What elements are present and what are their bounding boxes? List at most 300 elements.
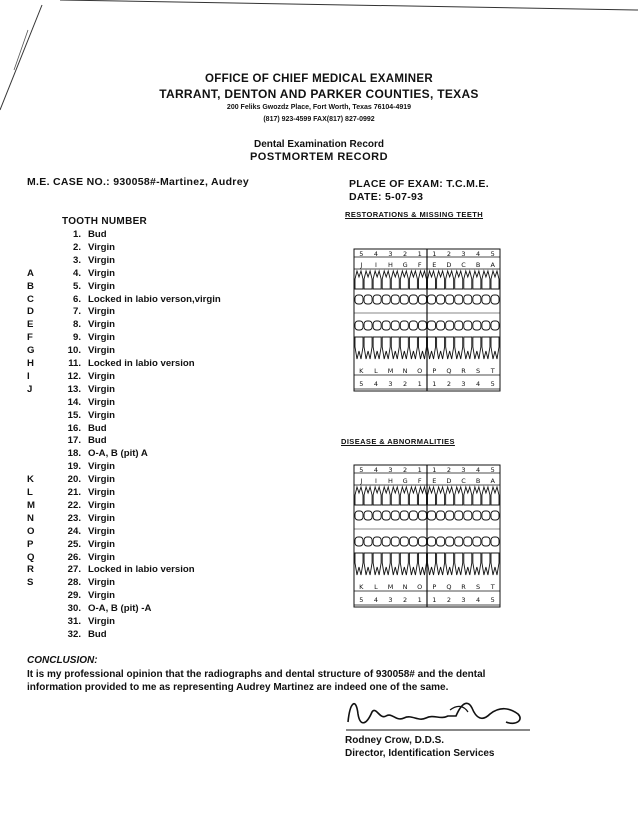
disease-upper-letter: J (360, 477, 363, 485)
disease-lower-tooth (437, 553, 445, 575)
restorations-lower-occlusal (455, 321, 463, 330)
tooth-number: 24. (67, 525, 81, 537)
disease-lower-tooth (391, 553, 399, 575)
tooth-letter: E (27, 319, 34, 331)
tooth-condition: Virgin (88, 551, 116, 563)
disease-lower-occlusal (428, 537, 436, 546)
restorations-lower-occlusal (364, 321, 372, 330)
disease-lower-occlusal (418, 537, 426, 546)
tooth-number: 4. (72, 267, 81, 279)
tooth-number: 14. (67, 396, 81, 408)
disease-lower-occlusal (482, 537, 490, 546)
restorations-upper-number: 5 (490, 250, 495, 258)
tooth-condition: Virgin (88, 254, 116, 266)
tooth-condition: Virgin (88, 280, 116, 292)
disease-upper-letter: F (417, 477, 422, 485)
tooth-condition: O-A, B (pit) A (88, 448, 148, 460)
restorations-label: RESTORATIONS & MISSING TEETH (345, 210, 484, 219)
tooth-number: 32. (67, 628, 81, 640)
tooth-condition: Bud (88, 628, 107, 640)
restorations-lower-tooth (437, 337, 445, 359)
restorations-lower-letter: O (417, 367, 423, 375)
disease-lower-tooth (418, 553, 426, 575)
restorations-upper-tooth (482, 271, 490, 289)
tooth-condition: Virgin (88, 409, 116, 421)
restorations-upper-letter: G (402, 261, 408, 269)
disease-upper-occlusal (464, 511, 472, 520)
disease-upper-tooth (464, 487, 472, 505)
tooth-letter: Q (27, 551, 35, 563)
disease-upper-letter: E (432, 477, 437, 485)
disease-lower-tooth (409, 553, 417, 575)
restorations-upper-occlusal (400, 295, 408, 304)
tooth-number-heading: TOOTH NUMBER (62, 216, 148, 227)
restorations-lower-occlusal (437, 321, 445, 330)
tooth-number: 11. (68, 358, 81, 369)
disease-lower-number: 3 (461, 596, 466, 604)
restorations-upper-tooth (473, 271, 481, 289)
disease-lower-occlusal (409, 537, 417, 546)
restorations-lower-tooth (473, 337, 481, 359)
restorations-upper-occlusal (482, 295, 490, 304)
restorations-upper-tooth (373, 271, 381, 289)
restorations-upper-number: 2 (403, 250, 408, 258)
restorations-upper-occlusal (473, 295, 481, 304)
restorations-lower-number: 4 (373, 380, 378, 388)
disease-upper-tooth (455, 487, 463, 505)
disease-upper-tooth (355, 487, 363, 505)
disease-upper-tooth (364, 487, 372, 505)
tooth-letter: D (27, 306, 34, 318)
restorations-upper-tooth (446, 271, 454, 289)
tooth-number: 18. (67, 448, 81, 460)
restorations-lower-number: 3 (461, 380, 466, 388)
disease-upper-occlusal (428, 511, 436, 520)
restorations-upper-number: 1 (432, 250, 437, 258)
office-address: 200 Feliks Gwozdz Place, Fort Worth, Texas 76104-4919 (226, 104, 412, 111)
disease-upper-letter: A (490, 477, 495, 485)
restorations-lower-occlusal (400, 321, 408, 330)
tooth-letter: O (27, 525, 35, 537)
disease-lower-letter: T (490, 583, 495, 591)
disease-upper-occlusal (473, 511, 481, 520)
restorations-upper-tooth (491, 271, 499, 289)
exam-date (349, 191, 423, 203)
tooth-letter: M (27, 499, 35, 511)
restorations-upper-occlusal (391, 295, 399, 304)
tooth-condition: Locked in labio verson,virgin (88, 293, 221, 305)
disease-upper-occlusal (391, 511, 399, 520)
disease-upper-occlusal (364, 511, 372, 520)
tooth-number: 23. (67, 512, 81, 524)
disease-upper-tooth (409, 487, 417, 505)
disease-upper-occlusal (482, 511, 490, 520)
disease-lower-number: 2 (446, 596, 451, 604)
restorations-lower-tooth (418, 337, 426, 359)
office-title: OFFICE OF CHIEF MEDICAL EXAMINER (205, 73, 433, 85)
restorations-upper-letter: C (461, 261, 466, 269)
restorations-lower-tooth (455, 337, 463, 359)
disease-lower-occlusal (446, 537, 454, 546)
restorations-lower-letter: M (387, 367, 394, 375)
restorations-lower-number: 5 (490, 380, 495, 388)
disease-upper-number: 5 (359, 466, 364, 474)
restorations-lower-number: 4 (476, 380, 481, 388)
restorations-lower-tooth (446, 337, 454, 359)
disease-lower-occlusal (382, 537, 390, 546)
restorations-lower-occlusal (428, 321, 436, 330)
tooth-condition: Virgin (88, 616, 116, 627)
restorations-lower-letter: S (476, 367, 481, 375)
tooth-letter: B (27, 280, 34, 292)
disease-lower-occlusal (455, 537, 463, 546)
tooth-condition: Locked in labio version (88, 358, 195, 369)
disease-lower-number: 4 (476, 596, 481, 604)
disease-label: DISEASE & ABNORMALITIES (341, 437, 455, 446)
tooth-number: 20. (67, 474, 81, 486)
restorations-lower-occlusal (391, 321, 399, 330)
restorations-upper-number: 4 (476, 250, 481, 258)
disease-upper-number: 2 (446, 466, 451, 474)
tooth-condition: Bud (88, 435, 107, 447)
disease-upper-tooth (373, 487, 381, 505)
conclusion-line-1: It is my professional opinion that the radiographs and dental structure of 930058# and the dental (27, 669, 486, 680)
tooth-condition: Virgin (88, 241, 116, 253)
tooth-number: 2. (72, 241, 81, 253)
restorations-lower-tooth (428, 337, 436, 359)
restorations-upper-letter: B (475, 261, 481, 269)
tooth-letter: I (27, 370, 30, 382)
disease-lower-number: 2 (403, 596, 408, 604)
place-of-exam (349, 178, 489, 190)
tooth-condition: Virgin (88, 461, 116, 473)
tooth-number: 1. (72, 229, 81, 240)
tooth-number: 22. (67, 499, 81, 511)
restorations-lower-occlusal (382, 321, 390, 330)
disease-upper-occlusal (491, 511, 499, 520)
restorations-lower-tooth (400, 337, 408, 359)
tooth-number: 16. (67, 422, 81, 434)
restorations-upper-tooth (391, 271, 399, 289)
tooth-condition: Locked in labio version (88, 564, 195, 576)
tooth-condition: Virgin (88, 306, 116, 318)
disease-upper-occlusal (455, 511, 463, 520)
restorations-upper-occlusal (409, 295, 417, 304)
restorations-upper-tooth (418, 271, 426, 289)
restorations-upper-letter: F (417, 261, 422, 269)
tooth-number: 30. (67, 603, 81, 615)
restorations-upper-occlusal (364, 295, 372, 304)
restorations-upper-letter: E (432, 261, 437, 269)
tooth-condition: Virgin (88, 590, 116, 602)
disease-upper-number: 2 (403, 466, 408, 474)
tooth-number: 25. (67, 538, 81, 550)
tooth-number: 3. (72, 254, 81, 266)
disease-upper-occlusal (418, 511, 426, 520)
disease-upper-occlusal (382, 511, 390, 520)
record-type: Dental Examination Record (253, 139, 385, 150)
signature-mark (340, 692, 540, 737)
disease-lower-letter: L (374, 583, 378, 591)
tooth-number: 26. (67, 551, 81, 563)
restorations-upper-tooth (464, 271, 472, 289)
disease-upper-number: 1 (432, 466, 437, 474)
disease-upper-occlusal (400, 511, 408, 520)
disease-lower-letter: S (476, 583, 481, 591)
restorations-lower-letter: L (374, 367, 378, 375)
restorations-upper-letter: J (360, 261, 363, 269)
tooth-number: 31. (67, 616, 81, 627)
restorations-lower-occlusal (409, 321, 417, 330)
tooth-number: 27. (67, 564, 81, 576)
restorations-upper-tooth (428, 271, 436, 289)
conclusion-line-2: information provided to me as representing Audrey Martinez are indeed one of the same. (27, 682, 449, 693)
tooth-number: 12. (67, 370, 81, 382)
restorations-lower-letter: P (432, 367, 437, 375)
disease-upper-tooth (473, 487, 481, 505)
tooth-number: 9. (72, 332, 81, 344)
disease-lower-occlusal (364, 537, 372, 546)
disease-lower-occlusal (355, 537, 363, 546)
restorations-upper-tooth (364, 271, 372, 289)
restorations-lower-number: 1 (432, 380, 437, 388)
restorations-upper-number: 4 (373, 250, 378, 258)
restorations-lower-letter: R (461, 367, 466, 375)
tooth-condition: Virgin (88, 370, 116, 382)
restorations-upper-number: 1 (417, 250, 422, 258)
disease-upper-tooth (382, 487, 390, 505)
restorations-lower-letter: Q (446, 367, 452, 375)
place-value: T.C.M.E. (446, 178, 489, 190)
restorations-lower-tooth (382, 337, 390, 359)
disease-upper-letter: G (402, 477, 408, 485)
restorations-upper-tooth (355, 271, 363, 289)
disease-upper-occlusal (437, 511, 445, 520)
disease-lower-occlusal (391, 537, 399, 546)
tooth-letter: H (27, 358, 34, 369)
tooth-letter: A (27, 267, 34, 279)
disease-upper-number: 1 (417, 466, 422, 474)
restorations-lower-tooth (364, 337, 372, 359)
disease-lower-tooth (400, 553, 408, 575)
disease-upper-letter: D (446, 477, 452, 485)
disease-upper-occlusal (355, 511, 363, 520)
restorations-upper-number: 2 (446, 250, 451, 258)
restorations-upper-occlusal (355, 295, 363, 304)
disease-upper-number: 3 (388, 466, 393, 474)
signatory-title: Director, Identification Services (345, 748, 495, 759)
tooth-condition: Virgin (88, 267, 116, 279)
restorations-upper-letter: A (490, 261, 495, 269)
disease-lower-occlusal (400, 537, 408, 546)
signatory-name: Rodney Crow, D.D.S. (345, 735, 445, 746)
disease-lower-letter: R (461, 583, 466, 591)
tooth-condition: Virgin (88, 487, 116, 498)
tooth-condition: Virgin (88, 538, 116, 550)
disease-upper-number: 4 (476, 466, 481, 474)
disease-lower-letter: P (432, 583, 437, 591)
disease-lower-tooth (464, 553, 472, 575)
restorations-lower-occlusal (491, 321, 499, 330)
disease-upper-tooth (491, 487, 499, 505)
tooth-number: 13. (67, 383, 81, 395)
restorations-chart (352, 247, 522, 397)
restorations-upper-occlusal (491, 295, 499, 304)
restorations-upper-tooth (409, 271, 417, 289)
disease-upper-occlusal (409, 511, 417, 520)
counties-title: TARRANT, DENTON AND PARKER COUNTIES, TEXAS (159, 87, 479, 101)
disease-upper-number: 5 (490, 466, 495, 474)
disease-upper-tooth (418, 487, 426, 505)
restorations-lower-occlusal (464, 321, 472, 330)
disease-upper-tooth (482, 487, 490, 505)
scan-edge-marks (0, 0, 638, 120)
tooth-number: 6. (72, 293, 81, 305)
disease-upper-letter: I (374, 477, 377, 485)
disease-lower-tooth (491, 553, 499, 575)
disease-lower-occlusal (491, 537, 499, 546)
restorations-lower-tooth (355, 337, 363, 359)
disease-lower-number: 1 (417, 596, 422, 604)
disease-lower-occlusal (464, 537, 472, 546)
restorations-lower-letter: K (359, 367, 364, 375)
restorations-upper-tooth (437, 271, 445, 289)
restorations-lower-number: 5 (359, 380, 364, 388)
tooth-condition: Virgin (88, 319, 116, 331)
restorations-lower-tooth (373, 337, 381, 359)
disease-upper-occlusal (373, 511, 381, 520)
disease-lower-letter: N (402, 583, 408, 591)
date-label: DATE: (349, 191, 382, 203)
case-number (27, 176, 249, 188)
restorations-lower-number: 3 (388, 380, 393, 388)
tooth-number: 15. (67, 409, 81, 421)
restorations-upper-occlusal (418, 295, 426, 304)
restorations-lower-letter: N (402, 367, 408, 375)
disease-lower-occlusal (473, 537, 481, 546)
disease-lower-tooth (446, 553, 454, 575)
disease-lower-tooth (373, 553, 381, 575)
disease-upper-letter: B (475, 477, 481, 485)
restorations-upper-number: 3 (461, 250, 466, 258)
restorations-lower-occlusal (418, 321, 426, 330)
disease-upper-letter: H (388, 477, 393, 485)
restorations-upper-letter: D (446, 261, 452, 269)
tooth-condition: Virgin (88, 345, 116, 357)
disease-lower-tooth (482, 553, 490, 575)
restorations-lower-tooth (464, 337, 472, 359)
restorations-lower-occlusal (473, 321, 481, 330)
tooth-condition: Virgin (88, 332, 116, 344)
restorations-upper-tooth (382, 271, 390, 289)
disease-lower-occlusal (373, 537, 381, 546)
restorations-upper-occlusal (446, 295, 454, 304)
tooth-condition: Virgin (88, 383, 116, 395)
tooth-letter: R (27, 564, 34, 576)
tooth-condition: Virgin (88, 512, 116, 524)
disease-lower-occlusal (437, 537, 445, 546)
restorations-upper-occlusal (437, 295, 445, 304)
disease-lower-letter: M (387, 583, 394, 591)
tooth-condition: Virgin (88, 499, 116, 511)
restorations-lower-occlusal (373, 321, 381, 330)
tooth-condition: Virgin (88, 396, 116, 408)
disease-upper-number: 3 (461, 466, 466, 474)
disease-lower-letter: Q (446, 583, 452, 591)
disease-upper-tooth (400, 487, 408, 505)
tooth-condition: Virgin (88, 525, 116, 537)
disease-lower-number: 4 (373, 596, 378, 604)
restorations-upper-tooth (455, 271, 463, 289)
restorations-upper-occlusal (373, 295, 381, 304)
disease-lower-tooth (364, 553, 372, 575)
tooth-letter: P (27, 538, 34, 550)
tooth-letter: K (27, 474, 34, 486)
restorations-lower-number: 2 (446, 380, 451, 388)
restorations-upper-occlusal (464, 295, 472, 304)
restorations-lower-tooth (391, 337, 399, 359)
tooth-letter: J (27, 383, 33, 395)
tooth-letter: G (27, 345, 35, 357)
conclusion-heading: CONCLUSION: (27, 655, 98, 666)
disease-lower-tooth (355, 553, 363, 575)
disease-chart (352, 463, 502, 613)
disease-lower-number: 5 (359, 596, 364, 604)
disease-upper-tooth (446, 487, 454, 505)
restorations-lower-tooth (409, 337, 417, 359)
disease-lower-tooth (382, 553, 390, 575)
tooth-condition: Virgin (88, 577, 116, 589)
restorations-lower-occlusal (482, 321, 490, 330)
tooth-number: 21. (67, 487, 81, 498)
restorations-lower-occlusal (446, 321, 454, 330)
office-phone: (817) 923-4599 FAX(817) 827-0992 (263, 116, 375, 123)
tooth-number: 17. (67, 435, 81, 447)
tooth-number: 19. (67, 461, 81, 473)
case-value: 930058#-Martinez, Audrey (113, 176, 249, 188)
disease-lower-number: 5 (490, 596, 495, 604)
tooth-letter: F (27, 332, 33, 344)
disease-upper-number: 4 (373, 466, 378, 474)
restorations-lower-tooth (482, 337, 490, 359)
record-title: POSTMORTEM RECORD (249, 151, 389, 163)
tooth-letter: L (27, 487, 33, 498)
tooth-letter: S (27, 577, 34, 589)
restorations-lower-tooth (491, 337, 499, 359)
disease-upper-tooth (391, 487, 399, 505)
restorations-upper-number: 3 (388, 250, 393, 258)
tooth-number: 8. (72, 319, 81, 331)
disease-upper-tooth (428, 487, 436, 505)
disease-lower-tooth (455, 553, 463, 575)
tooth-number: 28. (67, 577, 81, 589)
disease-lower-tooth (473, 553, 481, 575)
restorations-upper-occlusal (455, 295, 463, 304)
restorations-upper-letter: I (374, 261, 377, 269)
tooth-number: 10. (67, 345, 81, 357)
tooth-condition: O-A, B (pit) -A (88, 603, 152, 615)
disease-upper-letter: C (461, 477, 466, 485)
place-label: PLACE OF EXAM: (349, 178, 444, 190)
disease-lower-letter: K (359, 583, 364, 591)
restorations-upper-occlusal (428, 295, 436, 304)
tooth-number: 5. (72, 280, 81, 292)
tooth-condition: Virgin (88, 474, 116, 486)
disease-lower-tooth (428, 553, 436, 575)
restorations-upper-letter: H (388, 261, 393, 269)
tooth-condition: Bud (88, 229, 107, 240)
disease-lower-number: 3 (388, 596, 393, 604)
